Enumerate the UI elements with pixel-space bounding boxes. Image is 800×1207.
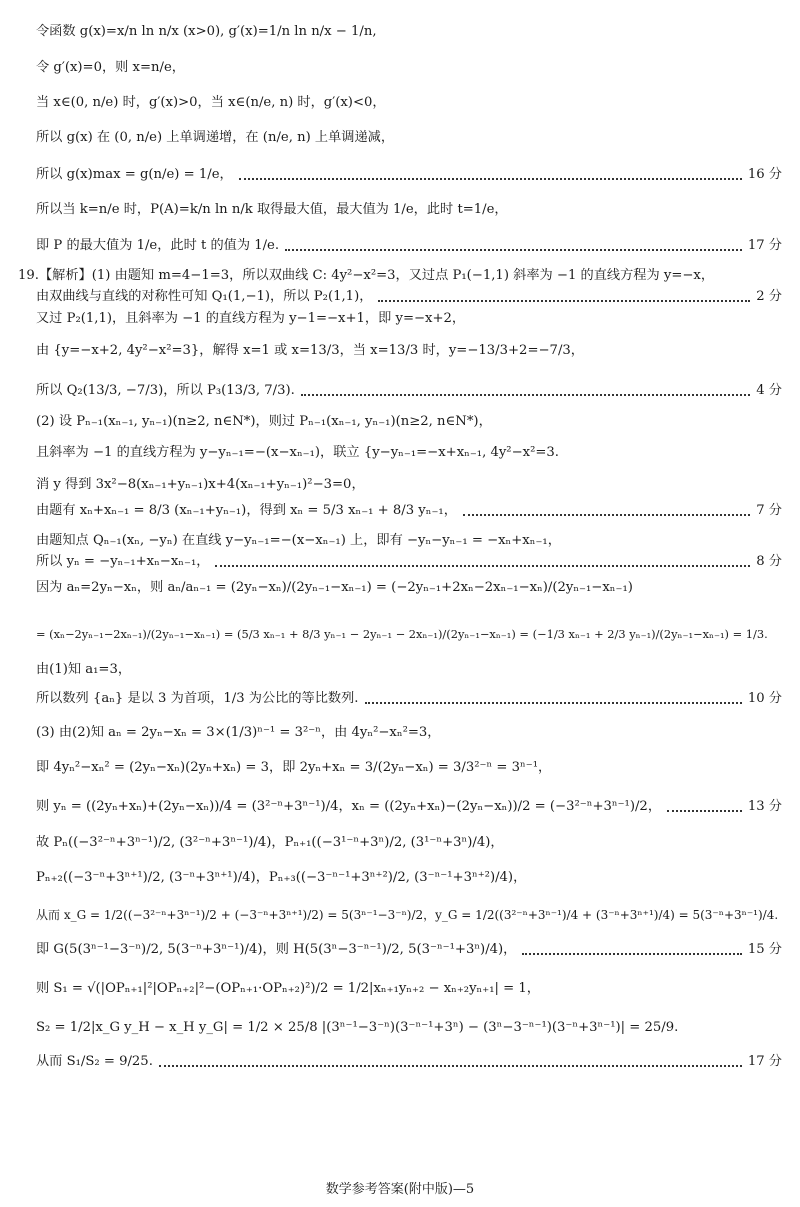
solution-line bbox=[36, 531, 782, 551]
solution-text: 令 g′(x)=0，则 x=n/e， bbox=[36, 60, 185, 75]
solution-text: 所以数列 {aₙ} 是以 3 为首项，1/3 为公比的等比数列. bbox=[36, 691, 359, 706]
solution-text: 则 yₙ = ((2yₙ+xₙ)+(2yₙ−xₙ))/4 = (3²⁻ⁿ+3ⁿ⁻¹)/4，xₙ = ((2yₙ+xₙ)−(2yₙ−xₙ))/2 = (−3²⁻ⁿ+3ⁿ⁻¹)/2， bbox=[36, 799, 662, 814]
solution-line bbox=[36, 833, 782, 853]
solution-line bbox=[36, 758, 782, 778]
solution-text: 由题有 xₙ+xₙ₋₁ = 8/3 (xₙ₋₁+yₙ₋₁)，得到 xₙ = 5/3 xₙ₋₁ + 8/3 yₙ₋₁， bbox=[36, 503, 457, 518]
score-label: 7 分 bbox=[756, 503, 782, 518]
solution-line bbox=[36, 624, 782, 644]
solution-text: = (xₙ−2yₙ₋₁−2xₙ₋₁)/(2yₙ₋₁−xₙ₋₁) = (5/3 xₙ₋₁ + 8/3 yₙ₋₁ − 2yₙ₋₁ − 2xₙ₋₁)/(2yₙ₋₁−xₙ₋₁) = (−1/3 xₙ₋₁ + 2/3 yₙ₋₁)/(2yₙ₋₁−xₙ₋₁) = 1/3. bbox=[36, 627, 768, 641]
leader-dots bbox=[285, 249, 742, 251]
solution-line bbox=[36, 381, 782, 401]
solution-text: 从而 S₁/S₂ = 9/25. bbox=[36, 1054, 153, 1069]
solution-text: 又过 P₂(1,1)，且斜率为 −1 的直线方程为 y−1=−x+1，即 y=−x+2， bbox=[36, 311, 466, 326]
solution-text: 消 y 得到 3x²−8(xₙ₋₁+yₙ₋₁)x+4(xₙ₋₁+yₙ₋₁)²−3=0， bbox=[36, 477, 365, 492]
solution-text: (3) 由(2)知 aₙ = 2yₙ−xₙ = 3×(1/3)ⁿ⁻¹ = 3²⁻ⁿ，由 4yₙ²−xₙ²=3， bbox=[36, 725, 441, 740]
solution-text: 当 x∈(0, n/e) 时，g′(x)>0，当 x∈(n/e, n) 时，g′(x)<0， bbox=[36, 95, 386, 110]
solution-text: 令函数 g(x)=x/n ln n/x (x>0), g′(x)=1/n ln n/x − 1/n, bbox=[36, 24, 377, 39]
solution-line bbox=[36, 1018, 782, 1038]
solution-line bbox=[36, 128, 782, 148]
solution-text: 即 G(5(3ⁿ⁻¹−3⁻ⁿ)/2, 5(3⁻ⁿ+3ⁿ⁻¹)/4)，则 H(5(3ⁿ−3⁻ⁿ⁻¹)/2, 5(3⁻ⁿ⁻¹+3ⁿ)/4)， bbox=[36, 942, 517, 957]
solution-line bbox=[36, 868, 782, 888]
solution-text: 所以 g(x)max = g(n/e) = 1/e， bbox=[36, 167, 233, 182]
leader-dots bbox=[365, 702, 742, 704]
solution-line bbox=[36, 200, 782, 220]
solution-line bbox=[36, 723, 782, 743]
solution-text: 所以 Q₂(13/3, −7/3)，所以 P₃(13/3, 7/3). bbox=[36, 383, 295, 398]
solution-text: 由 {y=−x+2, 4y²−x²=3}，解得 x=1 或 x=13/3，当 x=13/3 时，y=−13/3+2=−7/3， bbox=[36, 343, 584, 358]
leader-dots bbox=[301, 394, 750, 396]
solution-line bbox=[36, 797, 782, 817]
page-footer: 数学参考答案(附中版)—5 bbox=[325, 1182, 475, 1197]
solution-line bbox=[36, 552, 782, 572]
solution-text: 从而 x_G = 1/2((−3²⁻ⁿ+3ⁿ⁻¹)/2 + (−3⁻ⁿ+3ⁿ⁺¹)/2) = 5(3ⁿ⁻¹−3⁻ⁿ)/2，y_G = 1/2((3²⁻ⁿ+3ⁿ⁻¹)/4 + (3⁻ⁿ+3ⁿ⁺¹)/4) = 5(3⁻ⁿ+3ⁿ⁻¹)/4. bbox=[36, 908, 779, 922]
solution-text: 所以当 k=n/e 时，P(A)=k/n ln n/k 取得最大值，最大值为 1/e，此时 t=1/e， bbox=[36, 202, 508, 217]
solution-text: (2) 设 Pₙ₋₁(xₙ₋₁, yₙ₋₁)(n≥2, n∈N*)，则过 Pₙ₋₁(xₙ₋₁, yₙ₋₁)(n≥2, n∈N*)， bbox=[36, 414, 492, 429]
solution-line bbox=[36, 443, 782, 463]
solution-line bbox=[36, 58, 782, 78]
solution-line bbox=[36, 165, 782, 185]
leader-dots bbox=[159, 1065, 742, 1067]
solution-line bbox=[36, 309, 782, 329]
score-label: 8 分 bbox=[756, 554, 782, 569]
score-label: 13 分 bbox=[747, 799, 782, 814]
score-label: 10 分 bbox=[747, 691, 782, 706]
solution-text: 19.【解析】(1) 由题知 m=4−1=3，所以双曲线 C: 4y²−x²=3，又过点 P₁(−1,1) 斜率为 −1 的直线方程为 y=−x， bbox=[18, 268, 715, 283]
solution-text: 即 P 的最大值为 1/e，此时 t 的值为 1/e. bbox=[36, 238, 280, 253]
solution-line bbox=[36, 22, 782, 42]
solution-text: 且斜率为 −1 的直线方程为 y−yₙ₋₁=−(x−xₙ₋₁)，联立 {y−yₙ₋₁=−x+xₙ₋₁, 4y²−x²=3. bbox=[36, 445, 559, 460]
solution-line bbox=[36, 501, 782, 521]
solution-text: 故 Pₙ((−3²⁻ⁿ+3ⁿ⁻¹)/2, (3²⁻ⁿ+3ⁿ⁻¹)/4)，Pₙ₊₁((−3¹⁻ⁿ+3ⁿ)/2, (3¹⁻ⁿ+3ⁿ)/4)， bbox=[36, 835, 504, 850]
score-label: 4 分 bbox=[756, 383, 782, 398]
solution-text: 由题知点 Qₙ₋₁(xₙ, −yₙ) 在直线 y−yₙ₋₁=−(x−xₙ₋₁) 上，即有 −yₙ−yₙ₋₁ = −xₙ+xₙ₋₁， bbox=[36, 533, 561, 548]
leader-dots bbox=[522, 953, 741, 955]
solution-text: 所以 g(x) 在 (0, n/e) 上单调递增，在 (n/e, n) 上单调递减， bbox=[36, 130, 395, 145]
score-label: 16 分 bbox=[747, 167, 782, 182]
solution-text: S₂ = 1/2|x_G y_H − x_H y_G| = 1/2 × 25/8 |(3ⁿ⁻¹−3⁻ⁿ)(3⁻ⁿ⁻¹+3ⁿ) − (3ⁿ−3⁻ⁿ⁻¹)(3⁻ⁿ+3ⁿ⁻¹)| = 25/9. bbox=[36, 1020, 679, 1035]
solution-line bbox=[36, 578, 782, 598]
leader-dots bbox=[667, 810, 742, 812]
solution-line bbox=[36, 1052, 782, 1072]
solution-line bbox=[36, 287, 782, 307]
score-label: 15 分 bbox=[747, 942, 782, 957]
score-label: 2 分 bbox=[756, 289, 782, 304]
solution-text: Pₙ₊₂((−3⁻ⁿ+3ⁿ⁺¹)/2, (3⁻ⁿ+3ⁿ⁺¹)/4)，Pₙ₊₃((−3⁻ⁿ⁻¹+3ⁿ⁺²)/2, (3⁻ⁿ⁻¹+3ⁿ⁺²)/4)， bbox=[36, 870, 527, 885]
leader-dots bbox=[378, 300, 750, 302]
solution-line bbox=[36, 341, 782, 361]
solution-line bbox=[36, 940, 782, 960]
solution-line bbox=[36, 475, 782, 495]
solution-text: 由双曲线与直线的对称性可知 Q₁(1,−1)，所以 P₂(1,1)， bbox=[36, 289, 373, 304]
leader-dots bbox=[463, 514, 750, 516]
solution-text: 则 S₁ = √(|OPₙ₊₁|²|OPₙ₊₂|²−(OPₙ₊₁·OPₙ₊₂)²)/2 = 1/2|xₙ₊₁yₙ₊₂ − xₙ₊₂yₙ₊₁| = 1， bbox=[36, 981, 540, 996]
score-label: 17 分 bbox=[747, 238, 782, 253]
solution-line bbox=[36, 979, 782, 999]
score-label: 17 分 bbox=[747, 1054, 782, 1069]
solution-text: 由(1)知 a₁=3， bbox=[36, 662, 132, 677]
solution-line bbox=[36, 689, 782, 709]
solution-line bbox=[36, 93, 782, 113]
solution-line bbox=[36, 236, 782, 256]
solution-line bbox=[36, 660, 782, 680]
solution-line bbox=[36, 412, 782, 432]
solution-text: 所以 yₙ = −yₙ₋₁+xₙ−xₙ₋₁， bbox=[36, 554, 210, 569]
solution-line bbox=[18, 266, 782, 286]
solution-text: 因为 aₙ=2yₙ−xₙ，则 aₙ/aₙ₋₁ = (2yₙ−xₙ)/(2yₙ₋₁−xₙ₋₁) = (−2yₙ₋₁+2xₙ−2xₙ₋₁−xₙ)/(2yₙ₋₁−xₙ₋₁) bbox=[36, 580, 633, 595]
solution-text: 即 4yₙ²−xₙ² = (2yₙ−xₙ)(2yₙ+xₙ) = 3，即 2yₙ+xₙ = 3/(2yₙ−xₙ) = 3/3²⁻ⁿ = 3ⁿ⁻¹， bbox=[36, 760, 552, 775]
solution-line bbox=[36, 905, 782, 925]
leader-dots bbox=[239, 178, 742, 180]
leader-dots bbox=[215, 565, 750, 567]
